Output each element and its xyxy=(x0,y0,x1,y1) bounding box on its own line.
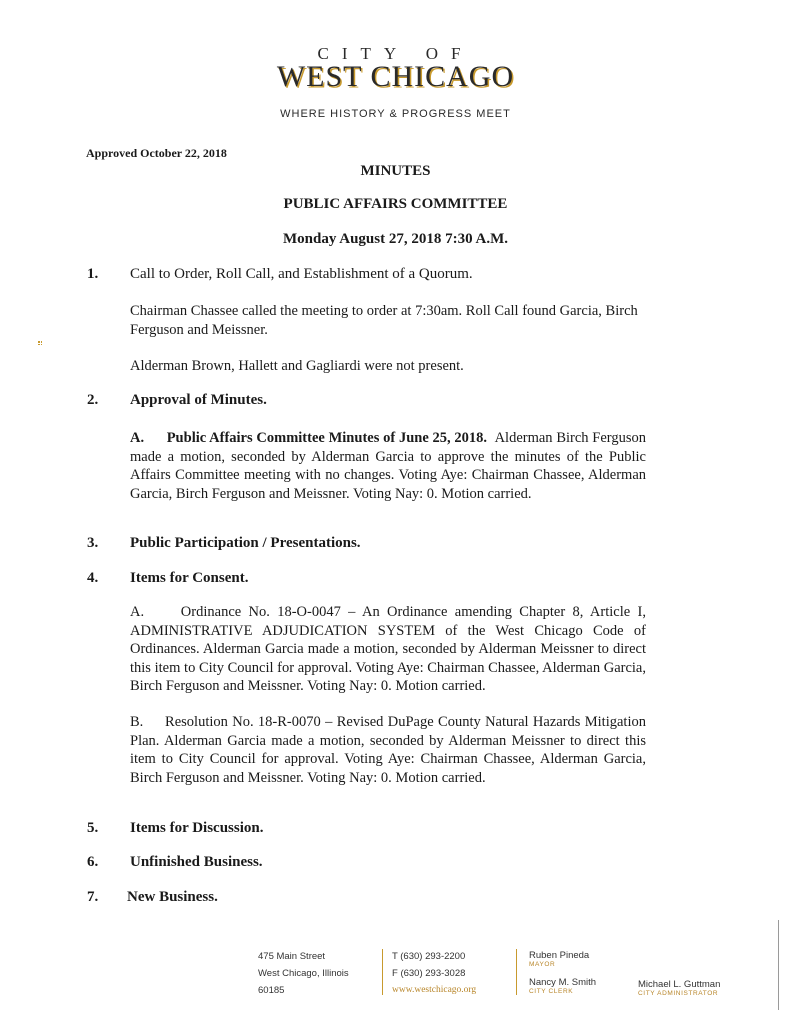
letterhead-city-name: WEST CHICAGO xyxy=(276,60,515,93)
item-number: 1. xyxy=(87,266,99,282)
footer-divider xyxy=(382,949,383,995)
website-link[interactable]: www.westchicago.org xyxy=(392,985,477,995)
committee-name: PUBLIC AFFAIRS COMMITTEE xyxy=(283,196,508,212)
item-number: 4. xyxy=(87,570,99,586)
item-title-unfinished-business: Unfinished Business. xyxy=(130,854,263,870)
margin-dots xyxy=(38,341,42,345)
address-zip: 60185 xyxy=(258,985,285,996)
scan-edge-line xyxy=(778,920,779,1010)
item-2-subitem-a xyxy=(130,429,646,503)
administrator-role: CITY ADMINISTRATOR xyxy=(638,990,719,997)
item-number: 3. xyxy=(87,535,99,551)
mayor-name: Ruben Pineda xyxy=(529,950,590,961)
item-number: 6. xyxy=(87,854,99,870)
item-title-new-business: New Business. xyxy=(127,889,218,905)
item-number: 5. xyxy=(87,820,99,836)
item-title-items-for-discussion: Items for Discussion. xyxy=(130,820,264,836)
fax-number: F (630) 293-3028 xyxy=(392,968,466,979)
footer-administrator xyxy=(638,979,720,998)
clerk-role: CITY CLERK xyxy=(529,988,574,995)
subitem-title: Public Affairs Committee Minutes of June 25, 2018. xyxy=(166,430,488,446)
approval-note: Approved October 22, 2018 xyxy=(86,146,227,160)
footer-mayor xyxy=(529,950,589,969)
item-4-subitem-a: A. Ordinance No. 18-O-0047 – An Ordinance amending Chapter 8, Article I, ADMINISTRATIVE ADJUDICATION SYSTEM of the West Chicago Code of Ordinances. Alderman Garcia made a motion, seconded by Alderman Meissner to direct this item to City Council for approval. Voting Aye: Chairman Chassee, Alderman Garcia, Birch Ferguson and Meissner. Voting Nay: 0. Motion carried. xyxy=(130,604,646,694)
letterhead-city-of: CITY OF xyxy=(317,44,474,63)
administrator-name: Michael L. Guttman xyxy=(638,979,721,990)
address-street: 475 Main Street xyxy=(258,951,326,962)
item-4-subitem-b: B. Resolution No. 18-R-0070 – Revised DuPage County Natural Hazards Mitigation Plan. Alderman Garcia made a motion, seconded by Alderman Meissner to direct this item to City Council for approval. Voting Aye: Chairman Chassee, Alderman Garcia, Birch Ferguson and Meissner. Voting Nay: 0. Motion carried. xyxy=(130,714,646,786)
item-title-call-to-order: Call to Order, Roll Call, and Establishment of a Quorum. xyxy=(130,266,473,282)
item-number: 7. xyxy=(87,889,99,905)
footer-divider xyxy=(516,949,517,995)
item-1-paragraph-roll-call: Chairman Chassee called the meeting to order at 7:30am. Roll Call found Garcia, Birch Ferguson and Meissner. xyxy=(130,303,638,338)
item-title-items-for-consent: Items for Consent. xyxy=(130,570,249,586)
item-number: 2. xyxy=(87,392,99,408)
letterhead-tagline: WHERE HISTORY & PROGRESS MEET xyxy=(280,108,511,120)
item-1-paragraph-absent: Alderman Brown, Hallett and Gagliardi were not present. xyxy=(130,358,464,374)
subitem-label: A. xyxy=(130,430,145,446)
phone-number: T (630) 293-2200 xyxy=(392,951,466,962)
subitem-text: Alderman Birch Ferguson made a motion, seconded by Alderman Garcia to approve the minutes of the Public Affairs Committee meeting with no changes. Voting Aye: Chairman Chassee, Alderman Garcia, Birch Ferguson and Meissner. Voting Nay: 0. Motion carried. xyxy=(130,430,647,502)
address-city: West Chicago, Illinois xyxy=(258,968,349,979)
clerk-name: Nancy M. Smith xyxy=(529,977,597,988)
document-title: MINUTES xyxy=(360,163,431,179)
footer-address xyxy=(258,948,349,999)
footer-contact xyxy=(392,948,476,999)
item-title-approval-of-minutes: Approval of Minutes. xyxy=(130,392,267,408)
item-title-public-participation: Public Participation / Presentations. xyxy=(130,535,361,551)
footer-clerk xyxy=(529,977,596,996)
mayor-role: MAYOR xyxy=(529,961,556,968)
meeting-date: Monday August 27, 2018 7:30 A.M. xyxy=(282,231,509,247)
